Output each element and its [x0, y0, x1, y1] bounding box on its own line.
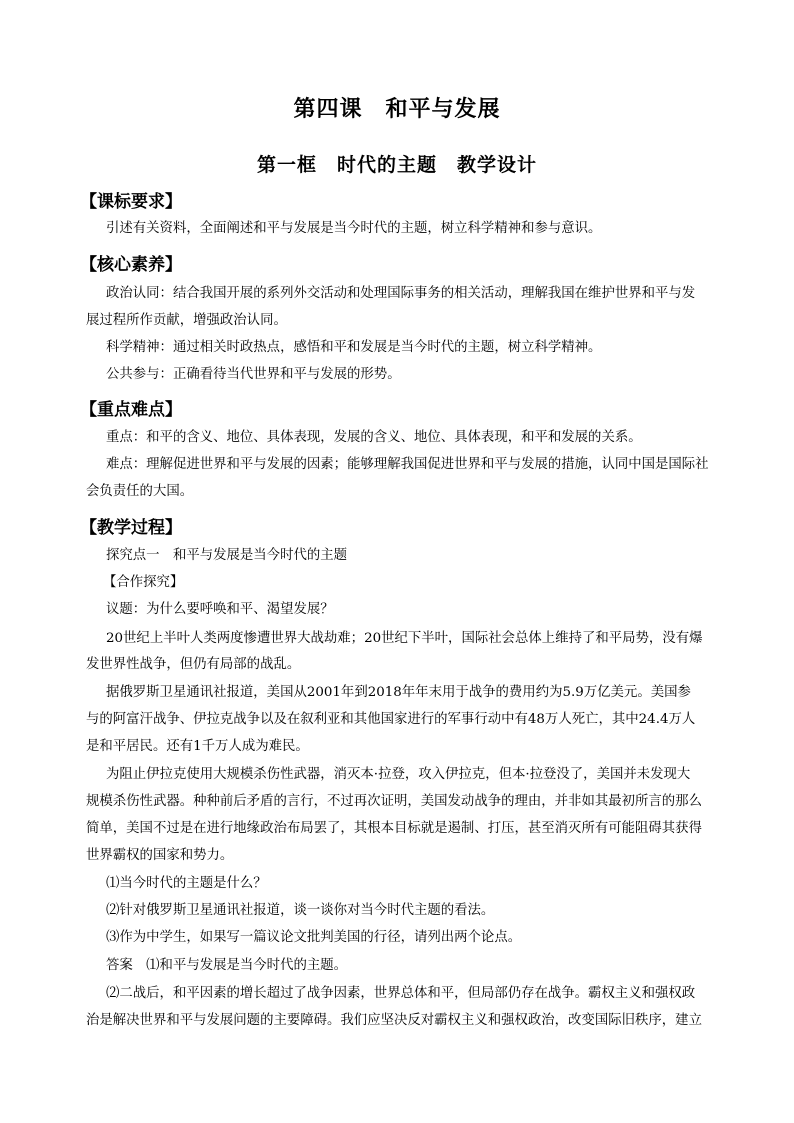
text-line: 难点：理解促进世界和平与发展的因素；能够理解我国促进世界和平与发展的措施，认同中国是国际社 — [106, 457, 709, 472]
text-line: 为阻止伊拉克使用大规模杀伤性武器，消灭本·拉登，攻入伊拉克，但本·拉登没了，美国并未发现大 — [106, 767, 691, 782]
text-line: 据俄罗斯卫星通讯社报道，美国从2001年到2018年年末用于战争的费用约为5.9万亿美元。美国参 — [106, 685, 691, 700]
text-line: 规模杀伤性武器。种种前后矛盾的言行，不过再次证明，美国发动战争的理由，并非如其最初所言的那么 — [86, 794, 702, 809]
answer-1: 答案 ⑴和平与发展是当今时代的主题。 — [106, 958, 348, 973]
heading-core: 【核心素养】 — [80, 255, 182, 275]
text-line: 引述有关资料，全面阐述和平与发展是当今时代的主题，树立科学精神和参与意识。 — [106, 221, 602, 236]
question-2: ⑵针对俄罗斯卫星通讯社报道，谈一谈你对当今时代主题的看法。 — [106, 903, 495, 918]
text-line: 与的阿富汗战争、伊拉克战争以及在叙利亚和其他国家进行的军事行动中有48万人死亡，其中24.4万人 — [86, 712, 696, 727]
text-line: 重点：和平的含义、地位、具体表现，发展的含义、地位、具体表现，和平和发展的关系。 — [106, 430, 642, 445]
heading-curriculum: 【课标要求】 — [80, 192, 182, 212]
text-line: 简单，美国不过是在进行地缘政治布局罢了，其根本目标就是遏制、打压，甚至消灭所有可能阻碍其获得 — [86, 821, 702, 836]
text-line: 展过程所作贡献，增强政治认同。 — [86, 313, 287, 328]
question-3: ⑶作为中学生，如果写一篇议论文批判美国的行径，请列出两个论点。 — [106, 930, 522, 945]
text-line: 会负责任的大国。 — [86, 484, 194, 499]
text-line: 是和平居民。还有1千万人成为难民。 — [86, 739, 309, 754]
text-line: 治是解决世界和平与发展问题的主要障碍。我们应坚决反对霸权主义和强权政治，改变国际旧秩序，建立 — [86, 1013, 702, 1028]
text-line: 议题：为什么要呼唤和平、渴望发展？ — [106, 602, 334, 617]
text-line: 探究点一 和平与发展是当今时代的主题 — [106, 548, 348, 563]
section-subtitle: 第一框 时代的主题 教学设计 — [256, 154, 537, 176]
text-line: 政治认同：结合我国开展的系列外交活动和处理国际事务的相关活动，理解我国在维护世界和平与发 — [106, 286, 696, 301]
text-line: 世界霸权的国家和势力。 — [86, 848, 234, 863]
lesson-title: 第四课 和平与发展 — [293, 96, 501, 122]
answer-2: ⑵二战后，和平因素的增长超过了战争因素，世界总体和平，但局部仍存在战争。霸权主义和强权政 — [106, 986, 696, 1001]
text-line: 20世纪上半叶人类两度惨遭世界大战劫难；20世纪下半叶，国际社会总体上维持了和平局势，没有爆 — [106, 631, 703, 646]
text-line: 【合作探究】 — [103, 575, 184, 590]
heading-process: 【教学过程】 — [80, 518, 182, 538]
text-line: 科学精神：通过相关时政热点，感悟和平和发展是当今时代的主题，树立科学精神。 — [106, 340, 602, 355]
text-line: 公共参与：正确看待当代世界和平与发展的形势。 — [106, 367, 401, 382]
heading-key-points: 【重点难点】 — [80, 400, 182, 420]
text-line: 发世界性战争，但仍有局部的战乱。 — [86, 657, 301, 672]
question-1: ⑴当今时代的主题是什么？ — [106, 876, 267, 891]
